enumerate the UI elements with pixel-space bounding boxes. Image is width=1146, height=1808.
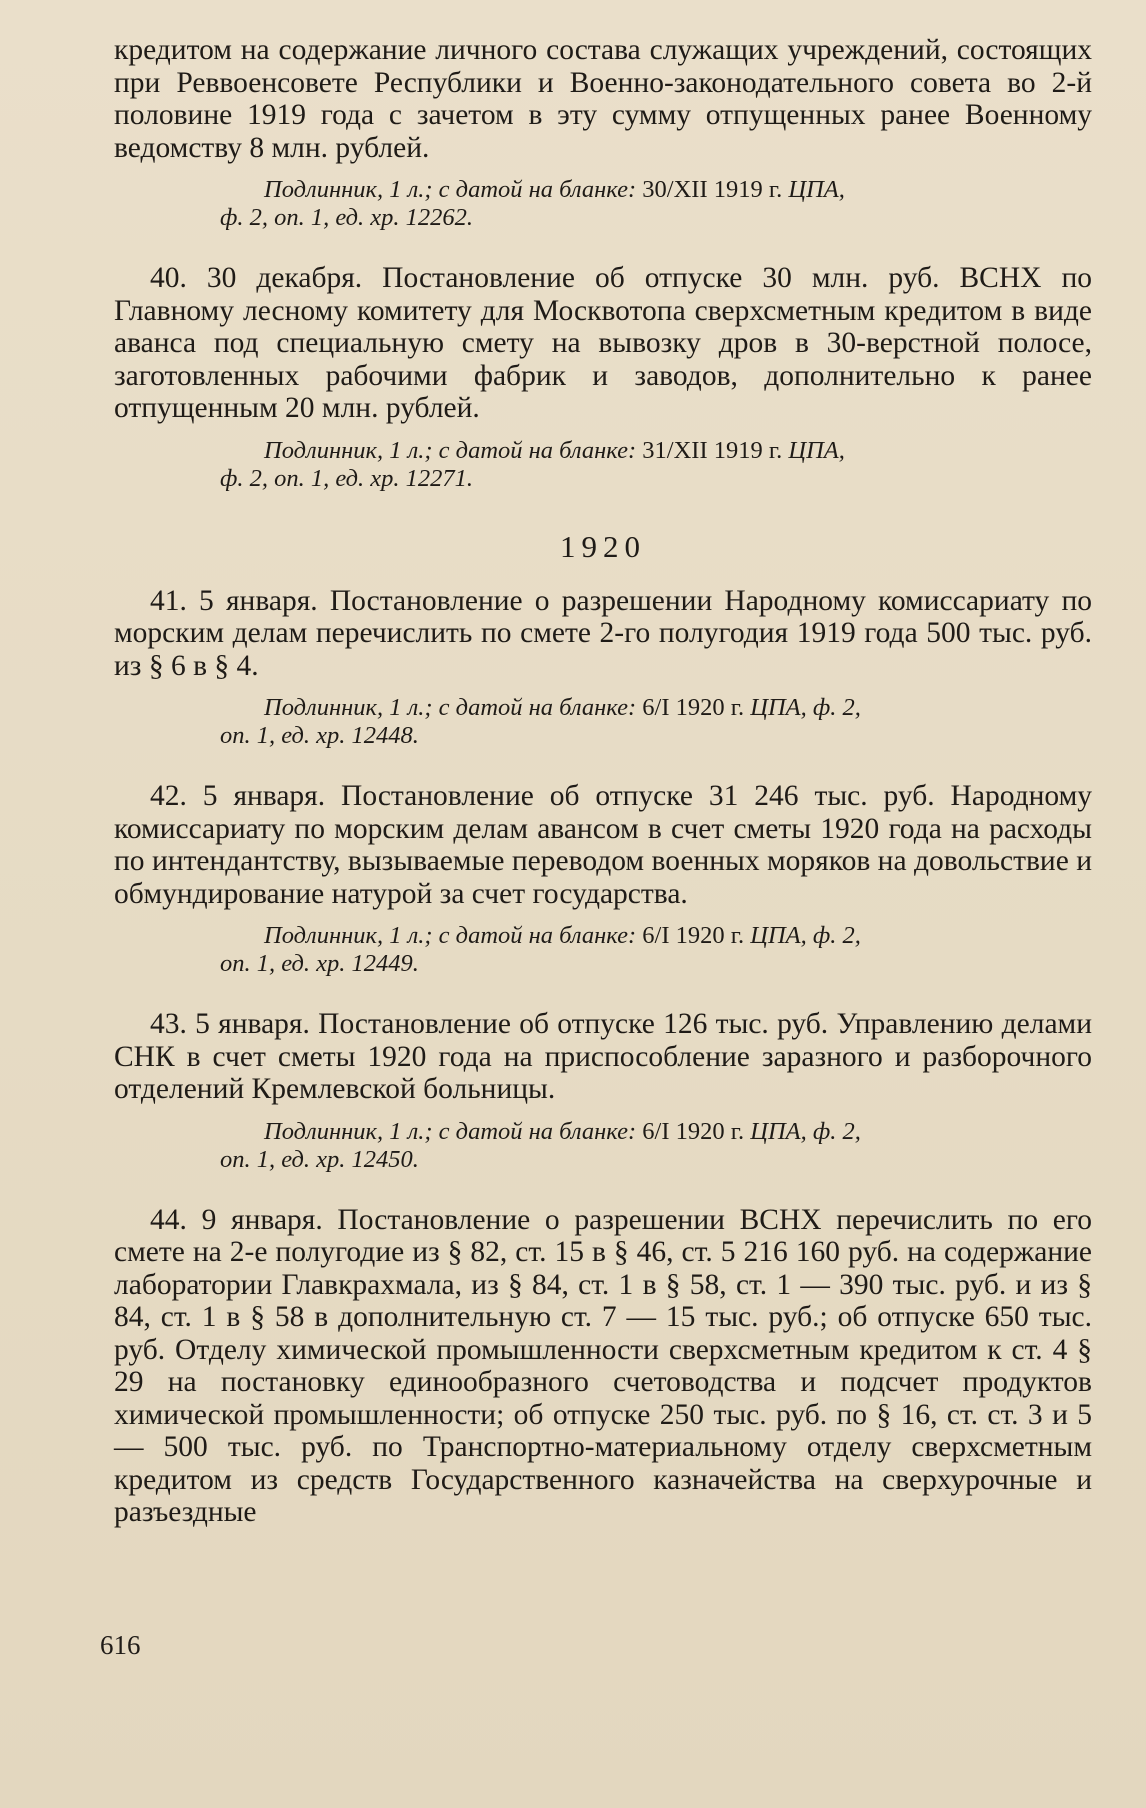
source-prefix: Подлинник, 1 л.; с датой на бланке: <box>264 436 637 464</box>
source-archive: ЦПА, ф. 2, <box>750 922 861 949</box>
source-prefix: Подлинник, 1 л.; с датой на бланке: <box>264 922 637 949</box>
source-archive: ЦПА, <box>788 436 845 464</box>
entry-text: кредитом на содержание личного состава служащих учреждений, состоящих при Реввоенсовете Республики и Военно-законодательного совета во 2-й половине 1919 года с зачетом в эту сумму отпущенных ранее Военному ведомству 8 млн. рублей. <box>114 34 1092 164</box>
entry-42 <box>114 780 1092 978</box>
entry-text: 43. 5 января. Постановление об отпуске 126 тыс. руб. Управлению делами СНК в счет сметы 1920 года на приспособление заразного и разборочного отделений Кремлевской больницы. <box>114 1008 1092 1105</box>
source-note <box>114 922 1092 978</box>
source-note <box>114 176 1092 232</box>
source-date: 6/I 1920 г. <box>642 1117 745 1145</box>
source-note <box>114 437 1092 493</box>
page-number: 616 <box>100 1630 141 1660</box>
source-archive: ЦПА, ф. 2, <box>750 694 861 721</box>
entry-41 <box>114 585 1092 751</box>
entry-40 <box>114 262 1092 493</box>
source-prefix: Подлинник, 1 л.; с датой на бланке: <box>264 694 637 721</box>
year-heading: 1920 <box>560 528 646 564</box>
entry-43 <box>114 1008 1092 1174</box>
source-date: 6/I 1920 г. <box>642 922 745 949</box>
source-fond: оп. 1, ед. хр. 12448. <box>220 722 419 749</box>
source-note <box>114 1118 1092 1174</box>
source-fond: оп. 1, ед. хр. 12450. <box>220 1145 419 1173</box>
source-date: 30/XII 1919 г. <box>642 176 783 203</box>
entry-text: 40. 30 декабря. Постановление об отпуске 30 млн. руб. ВСНХ по Главному лесному комитету для Москвотопа сверхсметным кредитом в виде аванса под специальную смету на вывозку дров в 30-верстной полосе, заготовленных рабочими фабрик и заводов, дополнительно к ранее отпущенным 20 млн. рублей. <box>114 262 1092 424</box>
entry-44 <box>114 1204 1092 1529</box>
entry-text: 42. 5 января. Постановление об отпуске 31 246 тыс. руб. Народному комиссариату по морским делам авансом в счет сметы 1920 года на расходы по интендантству, вызываемые переводом военных моряков на довольствие и обмундирование натурой за счет государства. <box>114 780 1092 910</box>
source-note <box>114 694 1092 750</box>
text-column <box>114 34 1092 1529</box>
source-prefix: Подлинник, 1 л.; с датой на бланке: <box>264 1117 637 1145</box>
source-prefix: Подлинник, 1 л.; с датой на бланке: <box>264 176 637 203</box>
source-date: 6/I 1920 г. <box>642 694 745 721</box>
source-fond: оп. 1, ед. хр. 12449. <box>220 950 419 977</box>
entry-text: 41. 5 января. Постановление о разрешении Народному комиссариату по морским делам перечислить по смете 2-го полугодия 1919 года 500 тыс. руб. из § 6 в § 4. <box>114 584 1092 682</box>
source-date: 31/XII 1919 г. <box>642 436 783 464</box>
entry-continued <box>114 34 1092 232</box>
entry-text: 44. 9 января. Постановление о разрешении ВСНХ перечислить по его смете на 2-е полугодие из § 82, ст. 15 в § 46, ст. 5 216 160 руб. на содержание лаборатории Главкрахмала, из § 84, ст. 1 в § 58, ст. 1 — 390 тыс. руб. и из § 84, ст. 1 в § 58 в дополнительную ст. 7 — 15 тыс. руб.; об отпуске 650 тыс. руб. Отделу химической промышленности сверхсметным кредитом к ст. 4 § 29 на постановку единообразного счетоводства и подсчет продуктов химической промышленности; об отпуске 250 тыс. руб. по § 16, ст. ст. 3 и 5 — 500 тыс. руб. по Транспортно-материальному отделу сверхсметным кредитом из средств Государственного казначейства на сверхурочные и разъездные <box>114 1203 1092 1528</box>
source-fond: ф. 2, оп. 1, ед. хр. 12271. <box>220 464 474 492</box>
source-fond: ф. 2, оп. 1, ед. хр. 12262. <box>220 204 474 231</box>
source-archive: ЦПА, ф. 2, <box>750 1117 861 1145</box>
source-archive: ЦПА, <box>788 176 845 203</box>
